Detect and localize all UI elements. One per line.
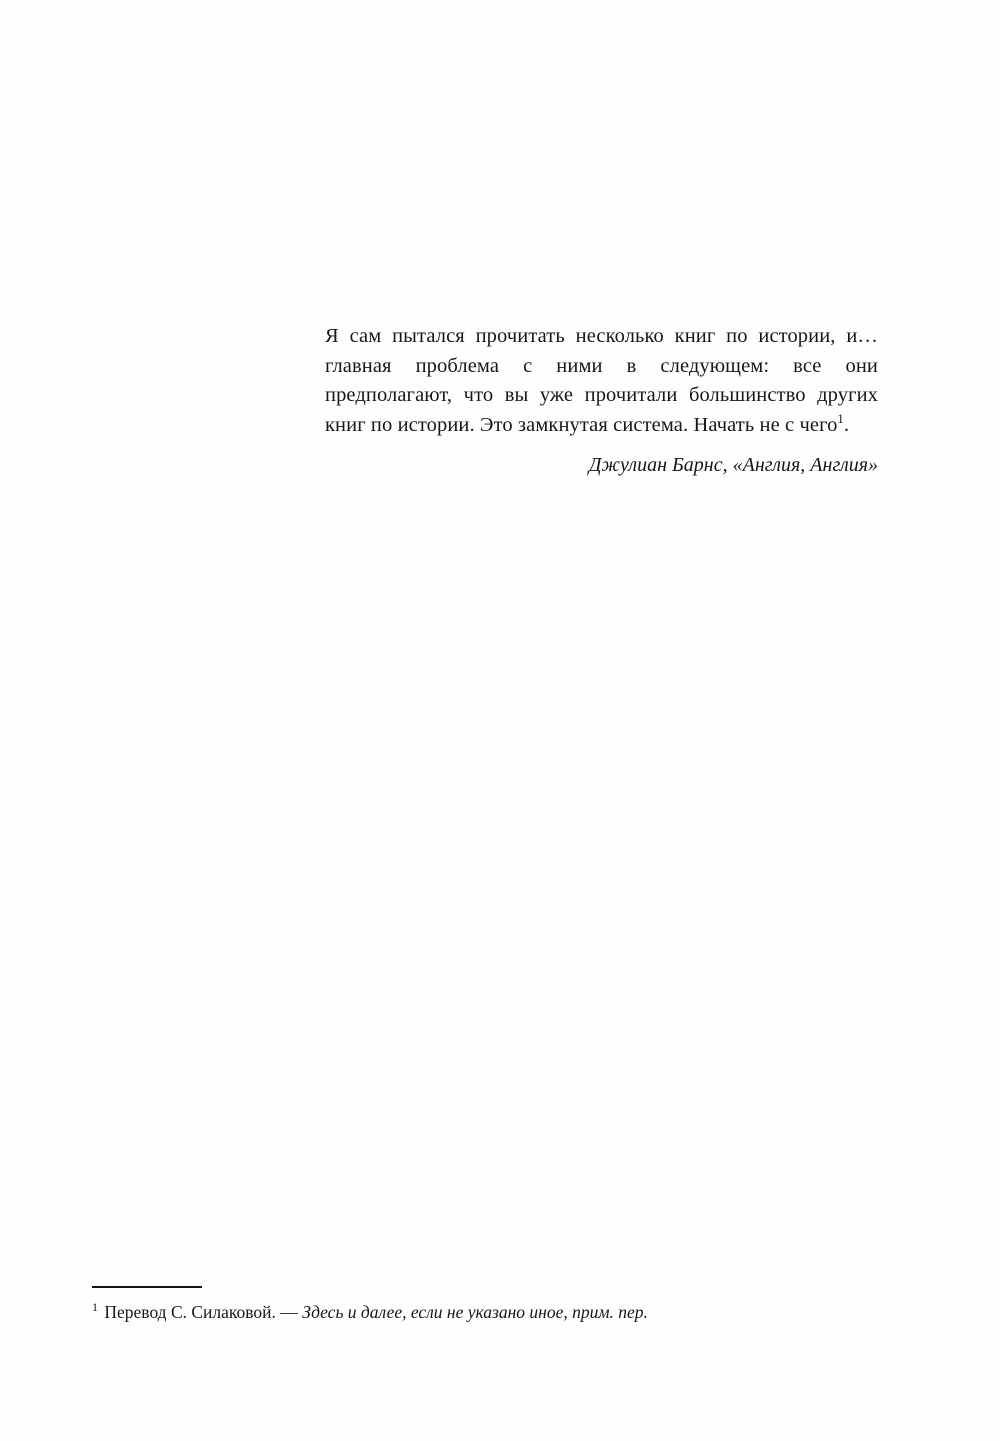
epigraph-quote-tail: . xyxy=(843,413,850,436)
footnote-text-italic: Здесь и далее, если не указано иное, прим. пер. xyxy=(302,1302,648,1322)
epigraph-quote xyxy=(325,322,878,440)
footnote-number: 1 xyxy=(92,1300,98,1315)
footnote-separator-rule xyxy=(92,1286,202,1288)
footnote xyxy=(92,1300,852,1324)
epigraph-quote-text: Я сам пытался прочитать несколько книг по истории, и… главная проблема с ними в следующем: все они предполагают, что вы уже прочитали большинство других книг по истории. Это замкнутая система. Начать не с чего xyxy=(325,325,878,436)
footnote-text: Перевод С. Силаковой. — xyxy=(104,1302,303,1322)
epigraph-block xyxy=(325,322,878,478)
footnote-reference-marker[interactable]: 1 xyxy=(837,411,844,426)
epigraph-attribution: Джулиан Барнс, «Англия, Англия» xyxy=(588,454,878,476)
